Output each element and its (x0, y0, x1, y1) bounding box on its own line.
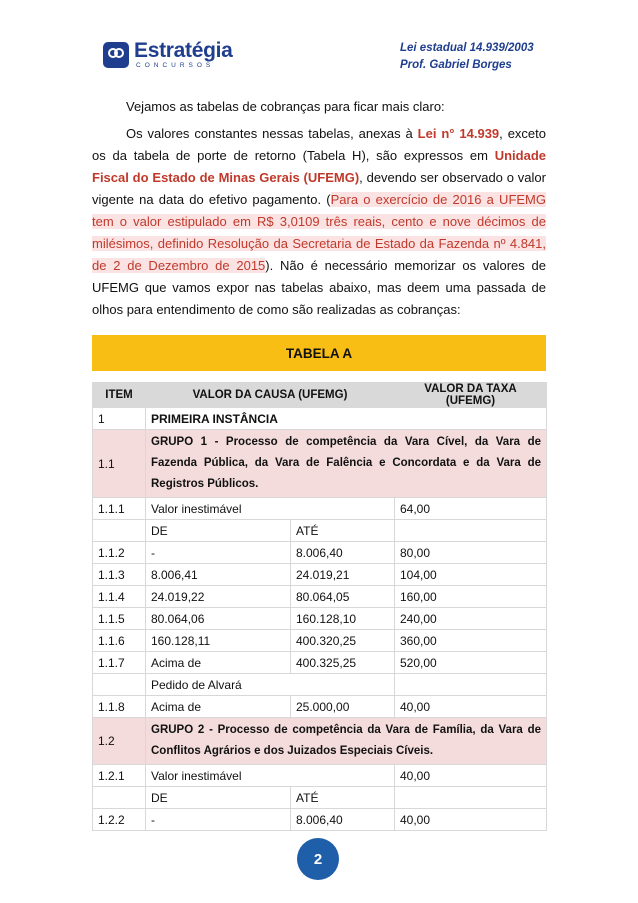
cell-taxa: 40,00 (395, 765, 547, 787)
page-number: 2 (297, 838, 339, 880)
cell-item: 1.1.6 (93, 630, 146, 652)
cell-ate-value: 400.325,25 (291, 652, 395, 674)
table-row (93, 652, 547, 674)
cell-de-value: 24.019,22 (146, 586, 291, 608)
cell-causa: Valor inestimável (146, 765, 395, 787)
cell-de-value: - (146, 809, 291, 831)
table-title: TABELA A (92, 335, 546, 371)
cell-causa: Valor inestimável (146, 498, 395, 520)
table-row (93, 718, 547, 765)
owl-icon (103, 42, 129, 68)
table-row (93, 542, 547, 564)
ufemg-value-highlight: Para o exercício de 2016 a UFEMG tem o valor estipulado em R$ 3,0109 três reais, cento e nove décimos de milésimos, definido Resolução da Secretaria de Estado da Fazenda nº 4.841, de 2 de Dezembro de 2015 (92, 192, 547, 273)
table-row (93, 520, 547, 542)
alvara-label: Pedido de Alvará (146, 674, 395, 696)
cell-taxa: 64,00 (395, 498, 547, 520)
cell-de-value: Acima de (146, 696, 291, 718)
logo-subtitle: CONCURSOS (136, 62, 215, 69)
cell-ate-value: 160.128,10 (291, 608, 395, 630)
table-row (93, 787, 547, 809)
cell-item: 1 (93, 408, 146, 430)
table-row (93, 696, 547, 718)
cell-taxa: 240,00 (395, 608, 547, 630)
cell-ate-value: 400.320,25 (291, 630, 395, 652)
table-row (93, 586, 547, 608)
cell-item: 1.1.8 (93, 696, 146, 718)
cell-item: 1.1.5 (93, 608, 146, 630)
cell-item: 1.2.2 (93, 809, 146, 831)
cell-taxa: 80,00 (395, 542, 547, 564)
table-row (93, 809, 547, 831)
table-header-row (93, 383, 547, 408)
cell-de: DE (146, 520, 291, 542)
cell-item: 1.1 (93, 430, 146, 498)
ufemg-term: Unidade Fiscal do Estado de Minas Gerais (UFEMG) (92, 148, 546, 185)
table-row (93, 630, 547, 652)
header-author: Prof. Gabriel Borges (400, 59, 512, 71)
cell-taxa: 104,00 (395, 564, 547, 586)
cell-item: 1.2 (93, 718, 146, 765)
cell-taxa: 40,00 (395, 809, 547, 831)
para-text-1: Os valores constantes nessas tabelas, anexas à (126, 126, 418, 141)
cell-item: 1.1.1 (93, 498, 146, 520)
col-header-valor-taxa: VALOR DA TAXA (UFEMG) (395, 383, 547, 408)
cell-ate: ATÉ (291, 520, 395, 542)
fees-table (92, 382, 547, 831)
cell-taxa: 160,00 (395, 586, 547, 608)
cell-item: 1.1.2 (93, 542, 146, 564)
estrategia-logo (103, 40, 233, 74)
cell-item: 1.2.1 (93, 765, 146, 787)
cell-taxa: 40,00 (395, 696, 547, 718)
cell-item: 1.1.7 (93, 652, 146, 674)
cell-de-value: Acima de (146, 652, 291, 674)
cell-de-value: 80.064,06 (146, 608, 291, 630)
cell-taxa: 520,00 (395, 652, 547, 674)
cell-ate-value: 80.064,05 (291, 586, 395, 608)
ufemg-paragraph (92, 123, 546, 321)
table-row (93, 674, 547, 696)
cell-ate-value: 25.000,00 (291, 696, 395, 718)
group-description: GRUPO 2 - Processo de competência da Vara de Família, da Vara de Conflitos Agrários e dos Juizados Especiais Cíveis. (146, 718, 547, 765)
logo-name: Estratégia (134, 39, 233, 62)
col-header-valor-causa: VALOR DA CAUSA (UFEMG) (146, 383, 395, 408)
table-row (93, 608, 547, 630)
cell-ate: ATÉ (291, 787, 395, 809)
table-row (93, 430, 547, 498)
cell-ate-value: 8.006,40 (291, 809, 395, 831)
cell-ate-value: 24.019,21 (291, 564, 395, 586)
law-reference: Lei n° 14.939 (417, 126, 500, 141)
para-text-3: , devendo ser observado o valor vigente na data do efetivo pagamento. ( (92, 170, 546, 207)
cell-de-value: 160.128,11 (146, 630, 291, 652)
cell-taxa: 360,00 (395, 630, 547, 652)
col-header-item: ITEM (93, 383, 146, 408)
cell-de-value: 8.006,41 (146, 564, 291, 586)
header-law: Lei estadual 14.939/2003 (400, 42, 534, 54)
intro-paragraph: Vejamos as tabelas de cobranças para ficar mais claro: (126, 99, 445, 114)
para-text-2: , exceto os da tabela de porte de retorno (Tabela H), são expressos em (92, 126, 546, 163)
cell-item: 1.1.4 (93, 586, 146, 608)
table-row (93, 498, 547, 520)
cell-de: DE (146, 787, 291, 809)
table-row (93, 765, 547, 787)
group-description: GRUPO 1 - Processo de competência da Vara Cível, da Vara de Fazenda Pública, da Vara de Falência e Concordata e da Vara de Registros Públicos. (146, 430, 547, 498)
para-text-4: ). Não é necessário memorizar os valores de UFEMG que vamos expor nas tabelas abaixo, mas deem uma passada de olhos para entendimento de como são realizadas as cobranças: (92, 258, 546, 317)
section-title: PRIMEIRA INSTÂNCIA (146, 408, 547, 430)
cell-ate-value: 8.006,40 (291, 542, 395, 564)
cell-de-value: - (146, 542, 291, 564)
header-info (400, 40, 534, 74)
cell-item: 1.1.3 (93, 564, 146, 586)
table-row (93, 564, 547, 586)
table-row (93, 408, 547, 430)
